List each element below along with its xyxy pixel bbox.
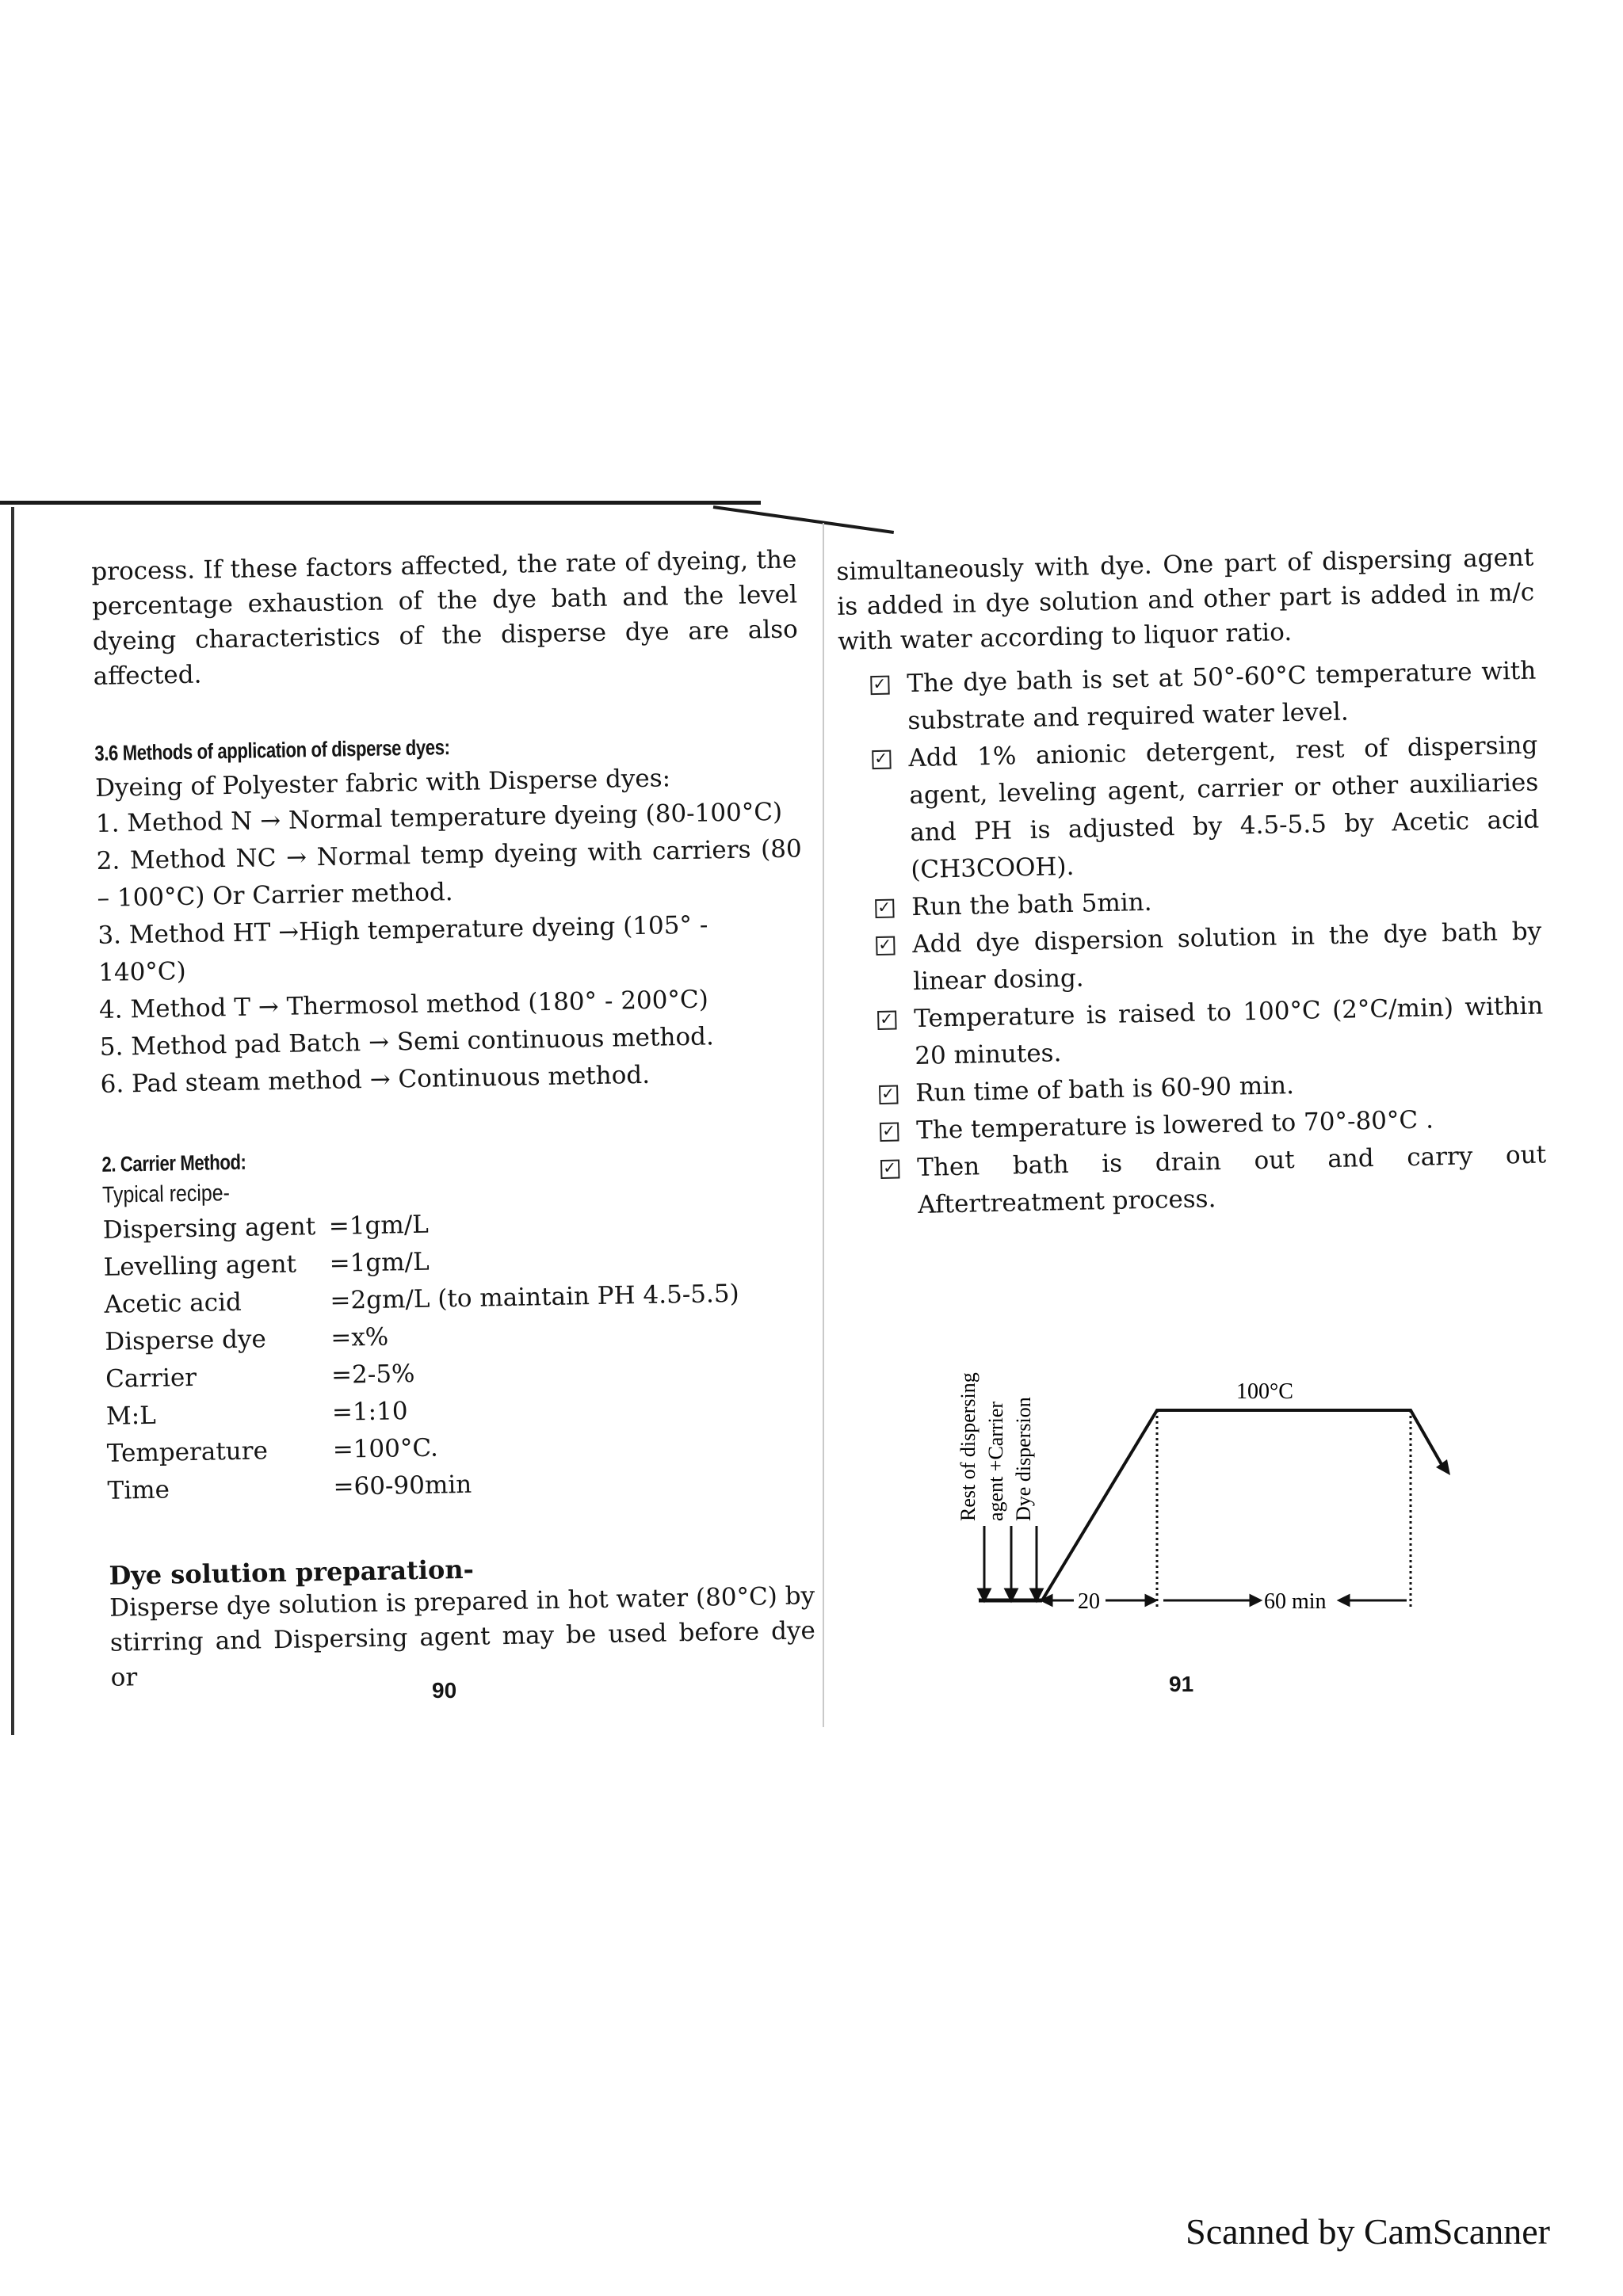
diagram-label-temp: 100°C (1236, 1379, 1293, 1404)
checkbox-icon (876, 936, 895, 955)
checkbox-icon (870, 676, 889, 695)
method-item: 5. Method pad Batch → Semi continuous method. (99, 1022, 715, 1062)
method-item: 3. Method HT →High temperature dyeing (105° - 140°C) (97, 910, 708, 987)
typical-recipe-label: Typical recipe- (101, 1180, 231, 1208)
recipe-value: =x% (330, 1322, 389, 1352)
procedure-step: ✓ Run time of bath is 60-90 min. (879, 1062, 1545, 1113)
page-top-edge-curve (713, 505, 894, 534)
recipe-table (102, 1199, 812, 1509)
down-arrow-icon (979, 1526, 1042, 1600)
temperature-profile-line (1042, 1410, 1442, 1600)
recipe-value: =100°C. (332, 1433, 439, 1464)
recipe-name: M:L (105, 1401, 157, 1431)
dye-solution-paragraph: Disperse dye solution is prepared in hot water (80°C) by stirring and Dispersing agent may be used before dye or (109, 1581, 816, 1692)
procedure-step: ✓ Temperature is raised to 100°C (2°C/min) within 20 minutes. (877, 987, 1545, 1076)
method-item: 2. Method NC → Normal temp dyeing with carriers (80 – 100°C) Or Carrier method. (96, 834, 802, 913)
recipe-value: =1gm/L (328, 1210, 430, 1241)
recipe-name: Temperature (106, 1436, 269, 1468)
section-title: 3.6 Methods of application of disperse dyes: (94, 735, 450, 765)
carrier-method-title: 2. Carrier Method: (101, 1150, 246, 1177)
diagram-label-agent: agent +Carrier (984, 1401, 1007, 1521)
recipe-name: Time (107, 1475, 170, 1505)
recipe-name: Acetic acid (104, 1287, 242, 1319)
checkbox-icon (880, 1159, 899, 1178)
procedure-step: ✓ Add 1% anionic detergent, rest of dispersing agent, leveling agent, carrier or other auxiliaries and PH is adjusted by 4.5-5.5 by Acetic acid (CH3COOH). (872, 727, 1541, 891)
method-item: 6. Pad steam method → Continuous method. (100, 1060, 651, 1099)
page-top-edge (0, 501, 761, 505)
recipe-value: =2gm/L (to maintain PH 4.5-5.5) (330, 1279, 739, 1315)
recipe-value: =60-90min (333, 1470, 472, 1501)
procedure-step: ✓ Then bath is drain out and carry out Aftertreatment process. (880, 1136, 1548, 1225)
book-left-edge (11, 507, 14, 1735)
left-page (91, 542, 816, 1695)
recipe-name: Disperse dye (105, 1325, 267, 1356)
left-intro-paragraph: process. If these factors affected, the rate of dyeing, the percentage exhaustion of the dye bath and the level dyeing characteristics of the disperse dye are also affected. (91, 545, 799, 691)
right-page (836, 540, 1548, 1226)
procedure-step: ✓ Run the bath 5min. (875, 875, 1541, 927)
recipe-name: Carrier (105, 1363, 197, 1394)
arrow-icon (1436, 1459, 1450, 1475)
procedure-steps (838, 653, 1548, 1226)
diagram-label-20: 20 (1078, 1589, 1100, 1614)
checkbox-icon (872, 750, 891, 769)
checkbox-icon (875, 899, 894, 918)
right-intro-paragraph: simultaneously with dye. One part of dispersing agent is added in dye solution and other part is added in m/c with water according to liquor ratio. (836, 543, 1535, 656)
checkbox-icon (879, 1085, 898, 1104)
recipe-value: =1gm/L (329, 1247, 430, 1278)
checkbox-icon (880, 1123, 899, 1142)
recipe-value: =2-5% (330, 1360, 415, 1390)
methods-intro: Dyeing of Polyester fabric with Disperse dyes: (94, 764, 671, 803)
dye-solution-title: Dye solution preparation- (109, 1554, 475, 1591)
method-item: 1. Method N → Normal temperature dyeing (80-100°C) (95, 797, 783, 838)
procedure-step: ✓ The dye bath is set at 50°-60°C temperature with substrate and required water level. (870, 653, 1537, 742)
recipe-name: Dispersing agent (102, 1212, 316, 1245)
diagram-label-rest: Rest of dispersing (957, 1372, 980, 1521)
diagram-label-60: 60 min (1264, 1589, 1327, 1614)
recipe-value: =1:10 (331, 1397, 408, 1427)
book-gutter (823, 523, 824, 1727)
methods-list (96, 793, 806, 1103)
scanner-watermark: Scanned by CamScanner (1186, 2211, 1550, 2252)
recipe-name: Levelling agent (103, 1249, 297, 1282)
method-item: 4. Method T → Thermosol method (180° - 200°C) (98, 985, 709, 1024)
checkbox-icon (877, 1011, 896, 1030)
page-number-left: 90 (432, 1678, 457, 1703)
procedure-step: ✓ Add dye dispersion solution in the dye bath by linear dosing. (876, 913, 1543, 1001)
procedure-step: ✓ The temperature is lowered to 70°-80°C . (880, 1099, 1546, 1150)
page-number-right: 91 (1169, 1672, 1194, 1696)
diagram-label-dye: Dye dispersion (1012, 1397, 1035, 1521)
temperature-profile-diagram (943, 1299, 1545, 1632)
